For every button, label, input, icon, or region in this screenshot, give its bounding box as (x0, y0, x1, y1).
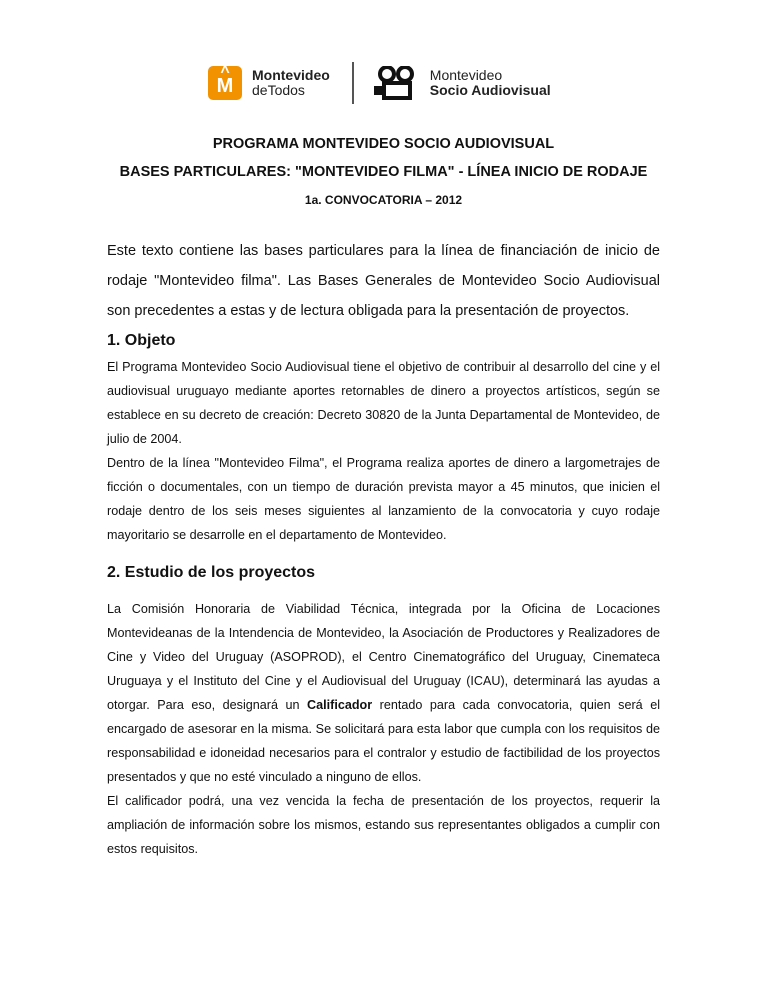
section-2-paragraph-2: El calificador podrá, una vez vencida la fecha de presentación de los proyectos, requerir la ampliación de información sobre los mismos, estando sus representantes obligados a cumplir con estos requisitos. (107, 794, 660, 856)
intro-paragraph: Este texto contiene las bases particulares para la línea de financiación de inicio de rodaje "Montevideo filma". Las Bases Generales de Montevideo Socio Audiovisual son precedentes a estas y de lectura obligada para la presentación de proyectos. (107, 243, 660, 319)
header-logos (208, 62, 551, 104)
section-2-paragraph-1: La Comisión Honoraria de Viabilidad Técnica, integrada por la Oficina de Locaciones Montevideanas de la Intendencia de Montevideo, la Asociación de Productores y Realizadores de Cine y Video del Uruguay (ASOPROD), el Centro Cinematográfico del Uruguay, Cinemateca Uruguaya y el Instituto del Cine y el Audiovisual del Uruguay (ICAU), determinará las ayudas a otorgar. Para eso, designará un Calificador rentado para cada convocatoria, quien será el encargado de asesorar en la misma. Se solicitará para esta labor que cumpla con los requisitos de responsabilidad e idoneidad necesarios para el contralor y estudio de factibilidad de los proyectos presentados y que no esté vinculado a ninguno de ellos. (107, 602, 660, 784)
socio-audiovisual-wordmark: Montevideo Socio Audiovisual (429, 67, 551, 98)
section-2-heading: 2. Estudio de los proyectos (107, 564, 316, 581)
section-1-paragraph-2: Dentro de la línea "Montevideo Filma", el Programa realiza aportes de dinero a largometrajes de ficción o documentales, con un tiempo de duración prevista mayor a 45 minutos, que inicien el rodaje dentro de los seis meses siguientes al lanzamiento de la convocatoria y cuyo rodaje mayoritario se desarrolle en el departamento de Montevideo. (107, 456, 660, 542)
film-camera-icon (372, 66, 420, 100)
section-1-paragraph-1: El Programa Montevideo Socio Audiovisual tiene el objetivo de contribuir al desarrollo del cine y el audiovisual uruguayo mediante aportes retornables de dinero a proyectos artísticos, según se establece en su decreto de creación: Decreto 30820 de la Junta Departamental de Montevideo, de julio de 2004. (107, 360, 660, 446)
montevideo-logo-icon: ^ M (208, 66, 242, 100)
section-2-body (107, 597, 660, 861)
document-title: BASES PARTICULARES: "MONTEVIDEO FILMA" - LÍNEA INICIO DE RODAJE (119, 164, 648, 180)
program-title: PROGRAMA MONTEVIDEO SOCIO AUDIOVISUAL (212, 136, 555, 152)
logo-divider (352, 62, 354, 104)
section-1-heading: 1. Objeto (107, 332, 176, 349)
convocation-subtitle: 1a. CONVOCATORIA – 2012 (304, 193, 463, 207)
section-1-body (107, 355, 660, 547)
montevideo-detodos-wordmark: Montevideo deTodos (252, 67, 330, 98)
